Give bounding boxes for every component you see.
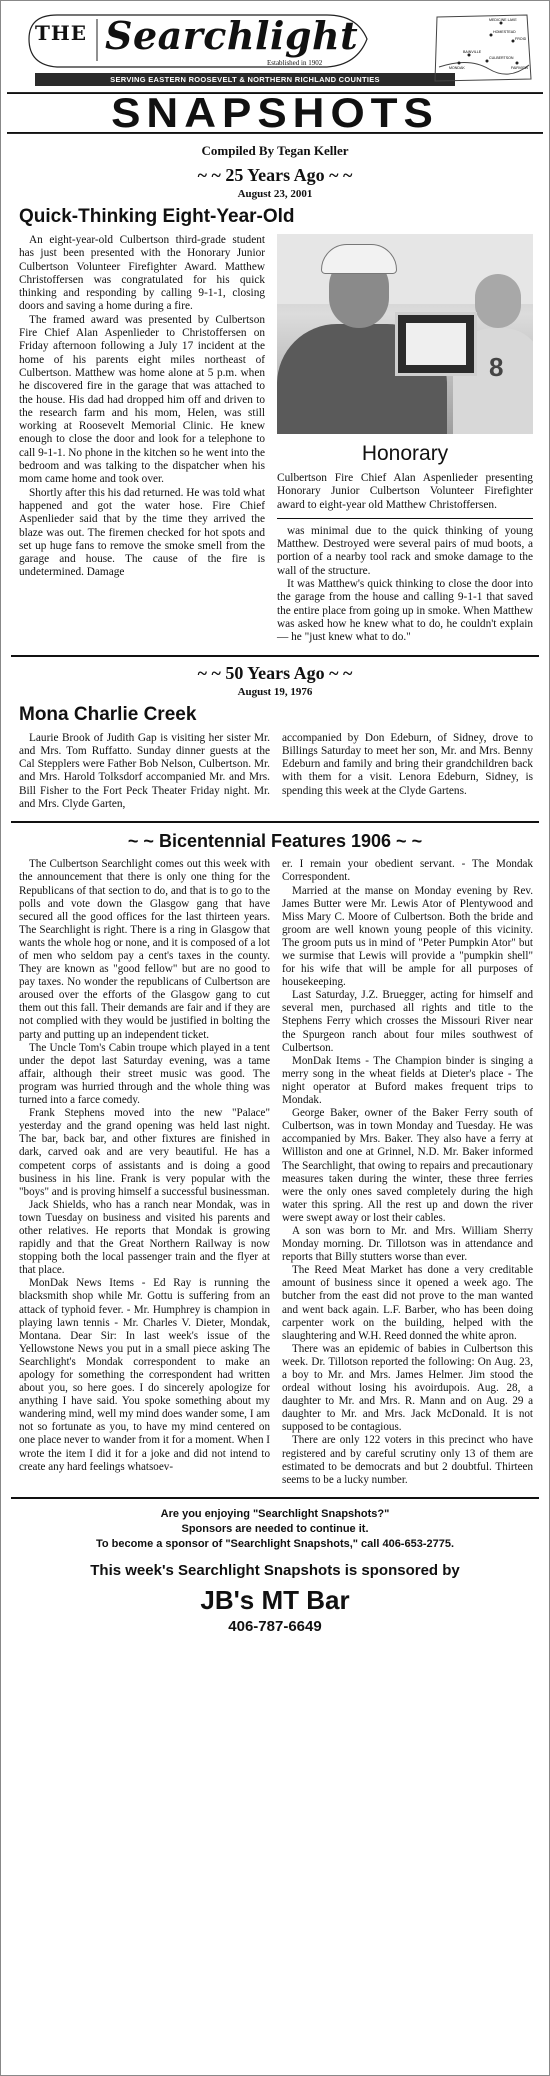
section-50-years-body <box>7 732 543 812</box>
story-paragraph: Laurie Brook of Judith Gap is visiting her sister Mr. and Mrs. Tom Ruffatto. Sunday dinner guests at the Cal Stepplers were Father Bob Nelson, Culbertson. Mr. and Mrs. Harold Tolksdorf accompanied Mr. and Mrs. Bill Fisher to the Fort Peck Theater Friday night. Mr. and Mrs. Clyde Garten, <box>19 731 270 811</box>
sponsor-name: JB's MT Bar <box>200 1584 350 1615</box>
section-heading-25-years: ~ ~ 25 Years Ago ~ ~ <box>197 165 353 185</box>
masthead-established: Established in 1902 <box>267 59 323 67</box>
caption-divider <box>277 518 533 519</box>
story-paragraph: The framed award was presented by Culbertson Fire Chief Alan Aspenlieder to Christoffersen on Friday afternoon following a July 17 incident at the home of his parents eight miles northeast of Culbertson. Matthew was home alone at 5 p.m. when he discovered fire in the garage that was attached to the house. His dad had dropped him off and driven to the research farm and his mom, Helen, was still working at Roosevelt Memorial Clinic. He knew enough to close the door and look for a telephone to call 9-1-1. No phone in the kitchen so he went into the bedroom and was talking to the dispatcher when his mom came home and took over. <box>19 313 265 486</box>
section-divider <box>11 821 539 823</box>
bicentennial-column-right <box>282 858 533 1487</box>
story-column-right <box>277 234 533 645</box>
story-title-mona-charlie-creek: Mona Charlie Creek <box>19 703 197 725</box>
story-paragraph: MonDak Items - The Champion binder is singing a merry song in the wheat fields at Dieter's place - The night operator at Buford makes frequent trips to Mondak. <box>282 1054 533 1107</box>
section-heading-50-years: ~ ~ 50 Years Ago ~ ~ <box>197 662 353 683</box>
masthead-logo <box>27 9 427 71</box>
region-map-icon <box>429 9 537 87</box>
story-paragraph: Last Saturday, J.Z. Bruegger, acting for himself and several men, purchased all rights and title to the Stephens Ferry which crosses the Missouri River near the Spurgeon ranch about four miles southwest of Culbertson. <box>282 989 533 1054</box>
story-paragraph: The Uncle Tom's Cabin troupe which played in a tent under the depot last Saturday evening, was a tame affair, although their street music was good. The program was hurried through and the whole thing was turned into a farce comedy. <box>19 1041 270 1107</box>
map-label: HOMESTEAD <box>493 30 516 34</box>
map-label: FAIRVIEW <box>511 66 529 70</box>
promo-line: Are you enjoying "Searchlight Snapshots?" <box>160 1507 390 1520</box>
page-title: SNAPSHOTS <box>7 92 543 134</box>
story-title-honorary: Quick-Thinking Eight-Year-Old <box>19 206 295 227</box>
story-paragraph: Frank Stephens moved into the new "Palace" yesterday and the grand opening was held last night. The bar, back bar, and other fixtures are finished in dark, carved oak and are very beautiful. He has a competent corps of assistants and is doing a good business in his line. Frank is very popular with the "boys" and is proving himself a successful businessman. <box>19 1107 270 1198</box>
story-continued <box>277 525 533 645</box>
story-paragraph: Jack Shields, who has a ranch near Mondak, was in town Tuesday on business and visited his parents and other relatives. He reports that Mondak is growing rapidly and that the Great Northern Railway is now stopping both the local passenger train and the flyer at that place. <box>19 1198 270 1277</box>
story-paragraph: Shortly after this his dad returned. He was told what happened and got the water hose. Fire Chief Aspenlieder said that by the time they arrived the blaze was out. The firemen checked for hot spots and set up huge fans to remove the smoke smell from the garage and house. The cause of the fire is undetermined. Damage <box>19 486 265 579</box>
honorary-photo <box>277 234 533 434</box>
promo-line: To become a sponsor of "Searchlight Snapshots," call 406-653-2775. <box>95 1537 455 1550</box>
photo-label: Honorary <box>361 442 449 465</box>
section-date-25-years: August 23, 2001 <box>237 188 313 200</box>
map-label: FROID <box>515 37 527 41</box>
story-column-left <box>19 234 265 645</box>
compiled-by: Compiled By Tegan Keller <box>201 143 349 158</box>
section-date-50-years: August 19, 1976 <box>237 685 313 698</box>
masthead-the: THE <box>35 21 88 45</box>
sponsor-footer <box>11 1497 539 1635</box>
story-paragraph: There are only 122 voters in this precinct who have registered and by careful scrutiny only 13 of them are estimated to be democrats and but 2 doubtful. Thirteen seems to be a lucky number. <box>282 1434 533 1486</box>
masthead-serving: SERVING EASTERN ROOSEVELT & NORTHERN RICHLAND COUNTIES <box>35 73 455 86</box>
story-paragraph: The Reed Meat Market has done a very creditable amount of business since it opened a week ago. The butcher from the east did not prove to the man wanted and went back again. L.F. Barber, who has been doing carpenter work on the building, helped with the slaughtering and W.H. Reed donned the white apron. <box>282 1264 533 1342</box>
story-paragraph: Married at the manse on Monday evening by Rev. James Butter were Mr. Lewis Ator of Plentywood and Miss Mary C. Moore of Culbertson. Both the bride and groom are well known young people of this vicinity. The groom puts us in mind of "Peter Pumpkin Ator" but we surmise that Lewis will provide a "pumpkin shell" for his wife that will be ample for all purposes of housekeeping. <box>282 884 533 989</box>
page <box>1 9 549 1635</box>
story-paragraph: was minimal due to the quick thinking of young Matthew. Destroyed were several pairs of mud boots, a portion of a nearby tool rack and smoke damage to the wall of the structure. <box>277 524 533 577</box>
masthead-name: Searchlight <box>105 13 359 58</box>
masthead <box>7 9 543 87</box>
story-paragraph: An eight-year-old Culbertson third-grade student has just been presented with the Honorary Junior Culbertson Volunteer Firefighter Award. Matthew Christoffersen was congratulated for his quick thinking and responding by calling 9-1-1, closing doors and saving a home during a fire. <box>19 234 265 313</box>
section-divider <box>11 655 539 657</box>
jersey-number: 8 <box>489 352 504 382</box>
sponsor-phone: 406-787-6649 <box>228 1617 322 1635</box>
section-heading-bicentennial: ~ ~ Bicentennial Features 1906 ~ ~ <box>127 831 423 852</box>
map-label: MEDICINE LAKE <box>489 18 517 22</box>
story-paragraph: It was Matthew's quick thinking to close the door into the garage from the house and calling 9-1-1 that saved the entire place from going up in smoke. When Matthew was asked how he knew what to do, he couldn't explain — he "just knew what to do." <box>277 578 533 644</box>
story-paragraph: MonDak News Items - Ed Ray is running the blacksmith shop while Mr. Gottu is suffering from an attack of typhoid fever. - Mr. Humphrey is champion in playing lawn tennis - Mr. Charles V. Dieter, Mondak, Montana. Dear Sir: In last week's issue of the Yellowstone News you put in a small piece asking The Searchlight's Mondak correspondent to make an apology for something the correspondent had written about you, so here goes. I do sincerely apologize for anything I have said. You spoke something about my wandering mind, well my mind does wander some, I am not so fortunate as you, to have my mind centered on one place never to wander from it for a moment. When I wrote the item I did it for a joke and did not intend to create any hard feelings whatsoev- <box>19 1277 270 1473</box>
promo-line: Sponsors are needed to continue it. <box>181 1522 369 1535</box>
sponsor-intro: This week's Searchlight Snapshots is sponsored by <box>90 1561 460 1579</box>
section-bicentennial-body <box>7 852 543 1487</box>
story-paragraph: accompanied by Don Edeburn, of Sidney, drove to Billings Saturday to meet her son, Mr. and Mrs. Benny Edeburn and family and bring their grandchildren back with them for a visit. Lenora Edeburn, Sidney, is spending this week at the Clyde Gartens. <box>282 731 533 797</box>
story-paragraph: er. I remain your obedient servant. - The Mondak Correspondent. <box>282 858 533 884</box>
story-paragraph: George Baker, owner of the Baker Ferry south of Culbertson, was in town Monday and Tuesday. He was accompanied by Mrs. Baker. They also have a ferry at Williston and one at Grinnel, N.D. Mr. Baker informed The Searchlight, that owing to repairs and precautionary measures taken during the winter, these three ferries were the only ones saved completely during the high water this spring. All the rest up and down the river were swept away or lost their cables. <box>282 1107 533 1224</box>
map-label: MONDAK <box>449 66 465 70</box>
bicentennial-column-left <box>19 858 270 1487</box>
map-label: BAINVILLE <box>463 50 482 54</box>
story-paragraph: There was an epidemic of babies in Culbertson this week. Dr. Tillotson reported the following: On Aug. 23, a boy to Mr. and Mrs. James Helmer. Jim stood the ordeal without losing his avoirdupois. Aug. 28, a daughter to Mr. and Mrs. R. Mann and on Aug. 29 a daughter to Mr. and Mrs. Jack McDonald. It is not supposed to be contagious. <box>282 1342 533 1434</box>
story-paragraph: A son was born to Mr. and Mrs. William Sherry Monday morning. Dr. Tillotson was in attendance and reports that Billy stutters worse than ever. <box>282 1224 533 1264</box>
story-paragraph: The Culbertson Searchlight comes out this week with the announcement that there is only one thing for the Republicans of that section to do, and that is to go to the polls and vote down the Glasgow gang that have secured all the good offices for the last thirteen years. The Searchlight is right. There is a ring in Glasgow that wants the whole hog or none, and it is composed of a lot of men who seldom pay a cent's taxes in the county. They are known as "good fellow" but are no good to pay taxes. No wonder the republicans of Culbertson are aroused over the efforts of the Glasgow gang to cut them out this fall. Their demands are fair and if they are not complied with they would be justified in bolting the party and putting up an independent ticket. <box>19 858 270 1041</box>
photo-caption: Culbertson Fire Chief Alan Aspenlieder presenting Honorary Junior Culbertson Volunteer Firefighter award to eight-year old Matthew Christoffersen. <box>277 472 533 511</box>
section-25-years-body <box>7 234 543 645</box>
map-label: CULBERTSON <box>489 56 514 60</box>
